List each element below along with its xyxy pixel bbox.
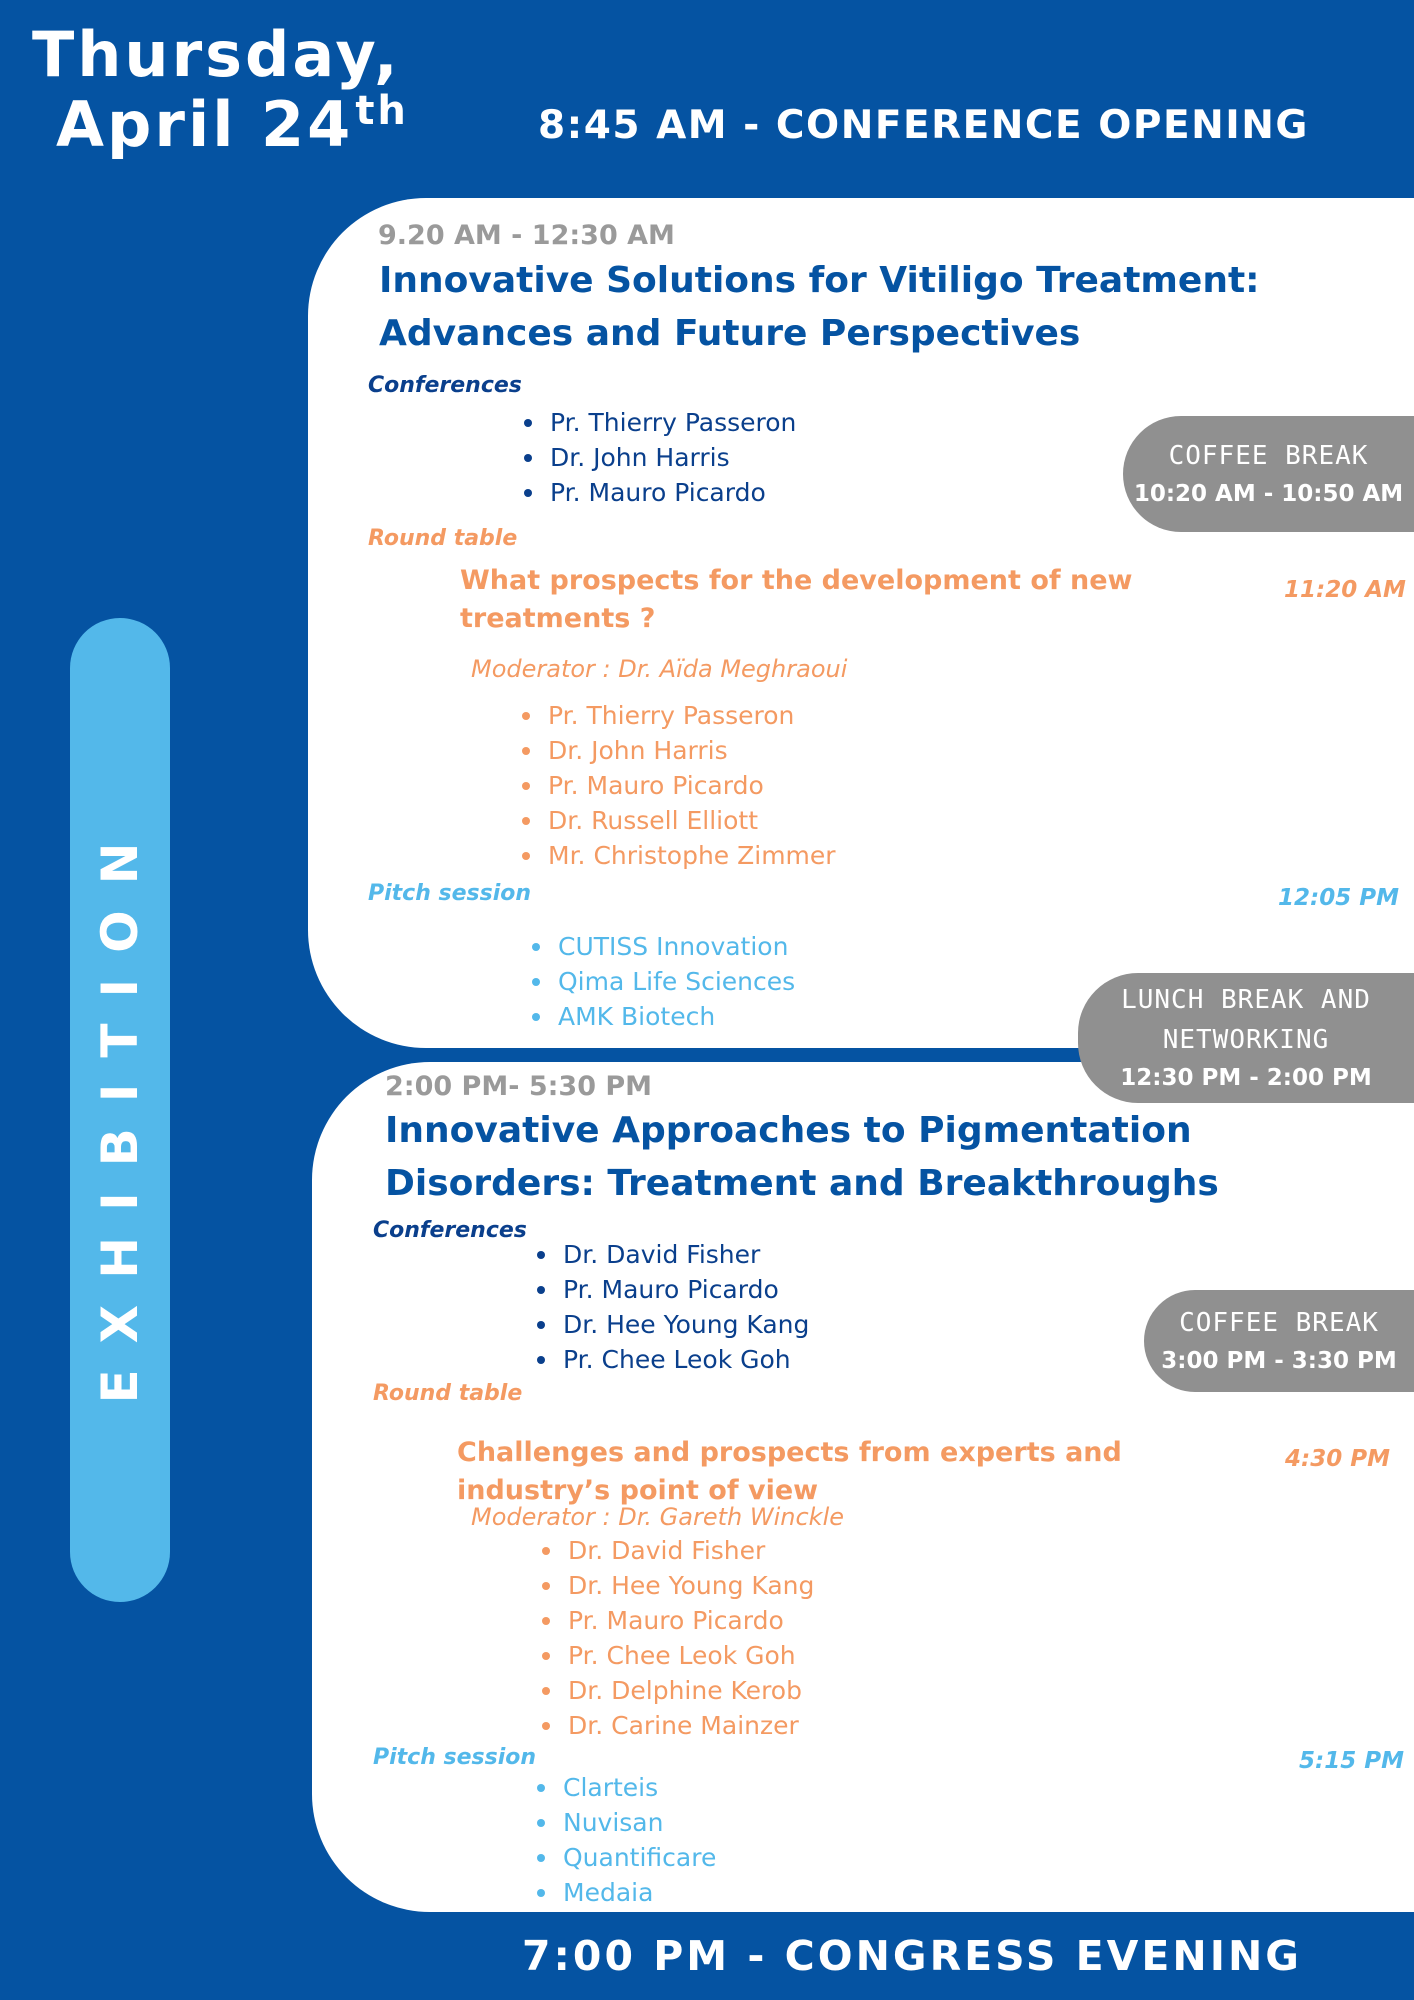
session1-conferences-list [520,405,796,510]
list-item: Pr. Chee Leok Goh [538,1638,814,1673]
exhibition-banner [70,618,170,1602]
lunch-break [1078,973,1414,1103]
session2-roundtable-title [457,1434,1122,1510]
list-item: Dr. Hee Young Kang [533,1307,809,1342]
session1-pitch-label: Pitch session [368,881,532,906]
session1-roundtable-time: 11:20 AM [1284,577,1406,603]
session2-title [385,1104,1219,1210]
coffee-break-morning-time: 10:20 AM - 10:50 AM [1133,481,1404,507]
list-item: Clarteis [533,1770,716,1805]
session2-moderator: Moderator : Dr. Gareth Winckle [471,1503,844,1531]
list-item: AMK Biotech [528,999,795,1034]
session1-time: 9.20 AM - 12:30 AM [378,220,675,251]
day-title-line2 [32,88,409,162]
session2-roundtable-label: Round table [373,1381,523,1406]
session2-roundtable-list [538,1533,814,1743]
session1-title-line2: Advances and Future Perspectives [379,313,1081,354]
lunch-break-label-line2: NETWORKING [1162,1025,1330,1055]
session2-title-line2: Disorders: Treatment and Breakthroughs [385,1163,1219,1204]
session1-moderator: Moderator : Dr. Aïda Meghraoui [471,655,848,683]
session2-conferences-label: Conferences [373,1218,527,1243]
list-item: Pr. Thierry Passeron [518,698,836,733]
list-item: Qima Life Sciences [528,964,795,999]
session1-roundtable-title-line1: What prospects for the development of new [460,565,1133,596]
session1-roundtable-title [460,562,1133,638]
list-item: Dr. John Harris [520,440,796,475]
coffee-break-morning [1123,416,1414,532]
list-item: Mr. Christophe Zimmer [518,838,836,873]
session1-roundtable-title-line2: treatments ? [460,603,656,634]
list-item: Dr. Delphine Kerob [538,1673,814,1708]
session2-title-line1: Innovative Approaches to Pigmentation [385,1110,1192,1151]
exhibition-label: EXHIBITION [91,816,149,1404]
lunch-break-label-line1: LUNCH BREAK AND [1121,985,1371,1015]
day-title-line1: Thursday, [32,18,401,91]
session2-roundtable-title-line1: Challenges and prospects from experts and [457,1437,1122,1468]
coffee-break-afternoon-label: COFFEE BREAK [1179,1308,1379,1338]
coffee-break-afternoon [1144,1290,1414,1392]
session1-roundtable-list [518,698,836,873]
lunch-break-time: 12:30 PM - 2:00 PM [1120,1065,1372,1091]
list-item: Medaia [533,1875,716,1910]
day-date: April 24 [56,88,354,162]
list-item: Dr. Carine Mainzer [538,1708,814,1743]
session2-time: 2:00 PM- 5:30 PM [385,1071,653,1102]
list-item: Pr. Mauro Picardo [533,1272,809,1307]
list-item: Dr. Hee Young Kang [538,1568,814,1603]
list-item: Nuvisan [533,1805,716,1840]
session1-title-line1: Innovative Solutions for Vitiligo Treatment: [379,260,1260,301]
session2-pitch-label: Pitch session [373,1745,537,1770]
session1-conferences-label: Conferences [368,373,522,398]
coffee-break-afternoon-time: 3:00 PM - 3:30 PM [1161,1348,1397,1374]
session2-roundtable-title-line2: industry’s point of view [457,1475,819,1506]
list-item: Dr. David Fisher [538,1533,814,1568]
list-item: Dr. Russell Elliott [518,803,836,838]
list-item: Pr. Mauro Picardo [538,1603,814,1638]
session1-pitch-time: 12:05 PM [1278,885,1399,911]
session1-pitch-list [528,929,795,1034]
list-item: Pr. Chee Leok Goh [533,1342,809,1377]
list-item: Dr. John Harris [518,733,836,768]
list-item: Dr. David Fisher [533,1237,809,1272]
list-item: Quantificare [533,1840,716,1875]
congress-evening: 7:00 PM - CONGRESS EVENING [522,1932,1302,1980]
session2-conferences-list [533,1237,809,1377]
session2-pitch-list [533,1770,716,1910]
coffee-break-morning-label: COFFEE BREAK [1168,441,1369,471]
day-suffix: th [355,88,409,135]
session2-roundtable-time: 4:30 PM [1285,1446,1390,1472]
list-item: Pr. Mauro Picardo [518,768,836,803]
session1-title [379,254,1260,360]
conference-opening: 8:45 AM - CONFERENCE OPENING [538,103,1309,148]
list-item: Pr. Thierry Passeron [520,405,796,440]
list-item: Pr. Mauro Picardo [520,475,796,510]
day-title [32,20,409,160]
session2-pitch-time: 5:15 PM [1299,1748,1404,1774]
list-item: CUTISS Innovation [528,929,795,964]
session1-roundtable-label: Round table [368,526,518,551]
